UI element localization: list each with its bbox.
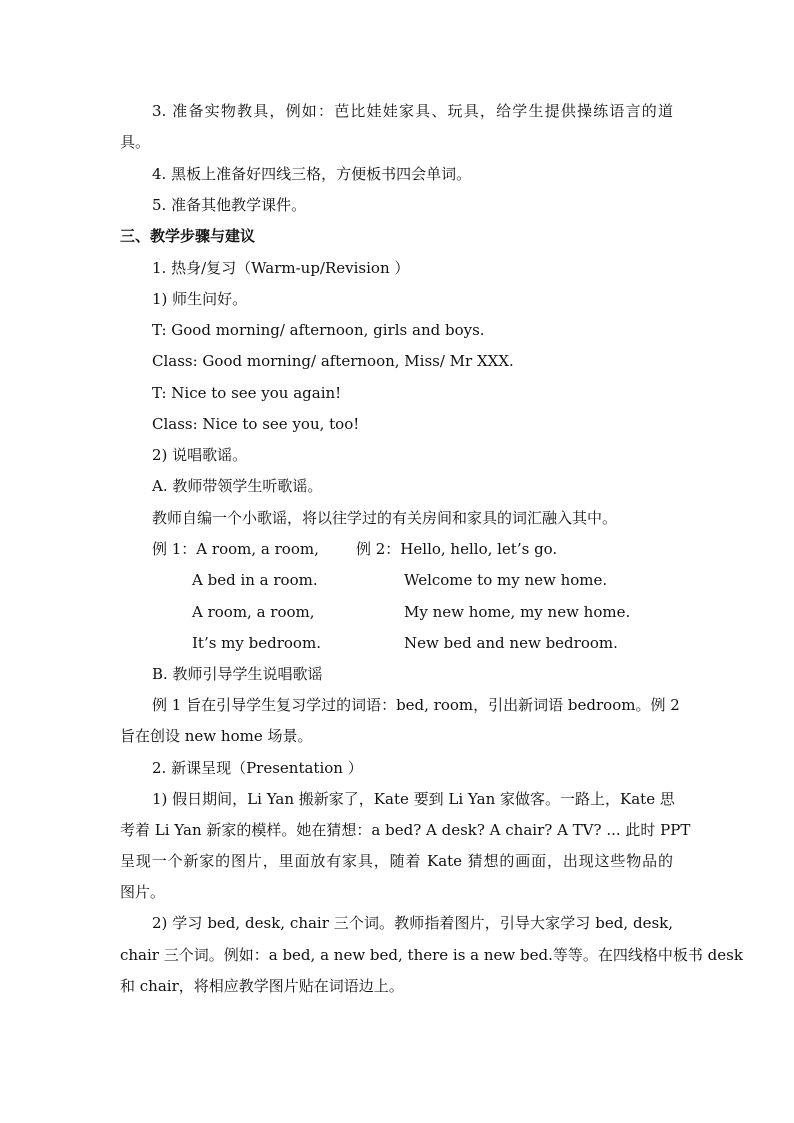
dialogue-line-2: Class: Good morning/ afternoon, Miss/ Mr XXX. xyxy=(152,352,514,370)
example-2-line-2: Welcome to my new home. xyxy=(404,571,608,589)
step-2-sub-2-line-1: 2) 学习 bed, desk, chair 三个词。教师指着图片，引导大家学习 bed, desk, xyxy=(152,914,673,932)
example-2-line-4: New bed and new bedroom. xyxy=(404,634,618,652)
step-2-sub-1-line-4: 图片。 xyxy=(120,883,166,901)
sub-item-a: A. 教师带领学生听歌谣。 xyxy=(152,477,323,495)
sub-item-b-text-line-2: 旨在创设 new home 场景。 xyxy=(120,727,313,745)
example-2-line-1: 例 2：Hello, hello, let’s go. xyxy=(356,540,558,558)
step-2-sub-1-line-3: 呈现一个新家的图片，里面放有家具，随着 Kate 猜想的画面，出现这些物品的 xyxy=(120,852,673,870)
step-1-sub-2: 2) 说唱歌谣。 xyxy=(152,446,248,464)
example-1-line-2: A bed in a room. xyxy=(192,571,318,589)
dialogue-line-4: Class: Nice to see you, too! xyxy=(152,415,360,433)
step-2-heading: 2. 新课呈现（Presentation ） xyxy=(152,759,363,777)
step-1-sub-1: 1) 师生问好。 xyxy=(152,290,248,308)
paragraph-3-line-2: 具。 xyxy=(120,133,151,151)
paragraph-5: 5. 准备其他教学课件。 xyxy=(152,196,307,214)
paragraph-3-line-1: 3. 准备实物教具，例如：芭比娃娃家具、玩具，给学生提供操练语言的道 xyxy=(152,102,673,120)
step-2-sub-1-line-1: 1) 假日期间，Li Yan 搬新家了，Kate 要到 Li Yan 家做客。一路上，Kate 思 xyxy=(152,790,675,808)
paragraph-4: 4. 黑板上准备好四线三格，方便板书四会单词。 xyxy=(152,165,472,183)
example-2-line-3: My new home, my new home. xyxy=(404,603,631,621)
section-heading-3: 三、教学步骤与建议 xyxy=(120,227,256,245)
example-1-line-1: 例 1：A room, a room, xyxy=(152,540,319,558)
sub-item-a-text: 教师自编一个小歌谣，将以往学过的有关房间和家具的词汇融入其中。 xyxy=(152,509,618,527)
step-2-sub-1-line-2: 考着 Li Yan 新家的模样。她在猜想：a bed? A desk? A chair? A TV? ... 此时 PPT xyxy=(120,821,691,839)
step-1-heading: 1. 热身/复习（Warm-up/Revision ） xyxy=(152,259,410,277)
sub-item-b: B. 教师引导学生说唱歌谣 xyxy=(152,665,323,683)
example-1-line-3: A room, a room, xyxy=(192,603,315,621)
sub-item-b-text-line-1: 例 1 旨在引导学生复习学过的词语：bed, room，引出新词语 bedroom。例 2 xyxy=(152,696,680,714)
step-2-sub-2-line-2: chair 三个词。例如：a bed, a new bed, there is a new bed.等等。在四线格中板书 desk xyxy=(120,946,743,964)
dialogue-line-3: T: Nice to see you again! xyxy=(152,384,342,402)
step-2-sub-2-line-3: 和 chair，将相应教学图片贴在词语边上。 xyxy=(120,977,404,995)
example-1-line-4: It’s my bedroom. xyxy=(192,634,321,652)
dialogue-line-1: T: Good morning/ afternoon, girls and boys. xyxy=(152,321,485,339)
